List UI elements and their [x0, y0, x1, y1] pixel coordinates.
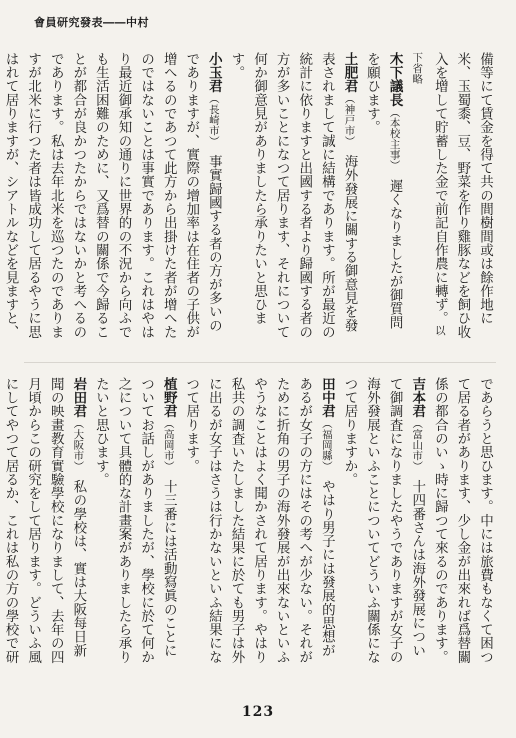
- speaker-affiliation: （高岡市）: [162, 417, 175, 466]
- section-divider: [24, 362, 496, 363]
- paragraph: であらうと思ひます。中には旅費もなくて困つて居る者があります、少し金が出來れば爲替關係の都合のいゝ時に歸つて來るのであります。: [431, 377, 493, 664]
- speaker-affiliation: （本校主事）: [388, 106, 401, 166]
- speaker-name: 木下議長: [386, 52, 403, 107]
- paragraph: 木下議長（本校主事） 遲くなりましたが御質問を願ひます。: [364, 52, 403, 330]
- paragraph: 吉本君（富山市） 十四番さんは海外發展について御調査になりましたやうでありますが女子の海外發展といふことについてどういふ關係になつて居りますか。: [341, 377, 426, 664]
- speaker-affiliation: （富山市）: [411, 417, 424, 466]
- speaker-affiliation: （福岡縣）: [320, 417, 333, 466]
- speaker-name: 土肥君: [341, 52, 358, 93]
- speaker-name: 岩田君: [70, 377, 87, 418]
- speaker-name: 吉本君: [409, 377, 426, 418]
- omission-note: 以下省略: [411, 52, 446, 336]
- paragraph: 備等にて賃金を得て共の間樹間或は餘作地に米、玉蜀黍、豆、野菜を作り雞豚などを飼ひ收入を增して貯蓄した金で前記自作農に轉ず。以下省略: [411, 52, 493, 339]
- speaker-name: 田中君: [318, 377, 335, 418]
- speaker-affiliation: （大阪市）: [72, 417, 85, 466]
- paragraph: 岩田君（大阪市） 私の學校は、實は大阪每日新聞の映畫教育實驗學校になりまして、去年の四月頃からこの研究をして居ります。どういふ風にしてやつて居るか、これは私の方の學校で研: [2, 377, 87, 664]
- running-header: [34, 14, 149, 30]
- text-block-top: [2, 52, 496, 340]
- page-number: 123: [241, 704, 275, 720]
- running-title: 會員研究發表――中村: [34, 16, 149, 29]
- paragraph: 土肥君（神戸市） 海外發展に關する御意見を發表されまして誠に結構であります。所が最近の統計に依りますと出國する者より歸國する者の方が多いことになつて居ります、それについて何か御意見がありましたら承りたいと思ひます。: [228, 52, 358, 339]
- speaker-name: 植野君: [160, 377, 177, 418]
- paragraph: 小玉君（長崎市） 事實歸國する者の方が多いのでありますが、實際の增加率は在住者の子供が增へるのであつて此方から出掛けた者が增へたのではないことは事實であります。これはやはり最近御承知の通りに世界的の不況から向ふでも生活困難のために、又爲替の關係で今歸ることが都合が良かつたからではないかと考へるのであります。私は去年北米を巡つたのでありますが北米に行つた者は皆成功して居るやうに思はれて居りますが、シアトルなどを見ますと、: [2, 52, 222, 339]
- speaker-name: 小玉君: [205, 52, 222, 93]
- text-block-bottom: [2, 377, 496, 665]
- speaker-affiliation: （長崎市）: [207, 92, 220, 141]
- speaker-affiliation: （神戸市）: [343, 92, 356, 141]
- paragraph: 植野君（高岡市） 十三番には活動寫眞のことについてお話しがありましたが、學校に於て何か之について具體的な計畫案がありましたら承りたいと思ひます。: [92, 377, 177, 664]
- paragraph: 田中君（福岡縣） やはり男子には發展的思想があるが女子の方にはその考へが少ない。それがために折角の男子の海外發展が出來ないといふやうなことはよく聞かされて居ります。やはり私共の調査いたしました結果に於ても男子は外に出るが女子はさうは行かないといふ結果になつて居ります。: [183, 377, 335, 664]
